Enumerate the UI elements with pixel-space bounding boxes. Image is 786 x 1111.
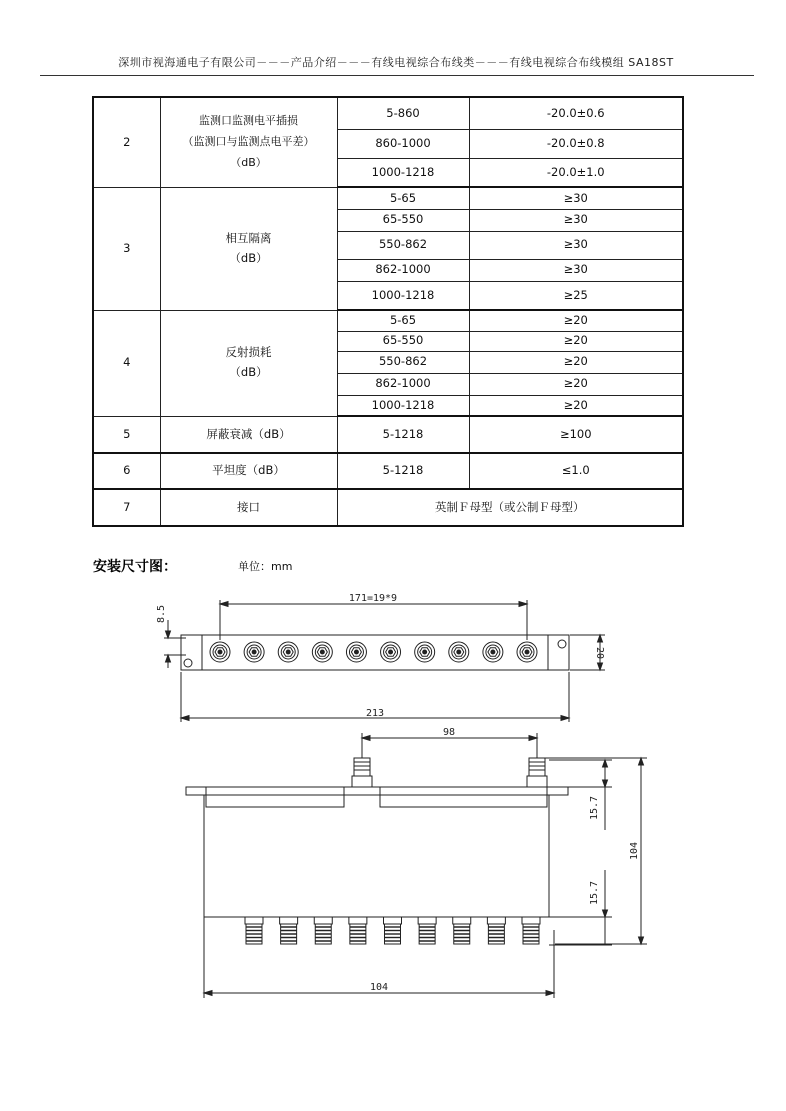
value-cell: ≥100 — [469, 416, 683, 453]
frequency-cell: 5-860 — [337, 97, 469, 129]
front-top-connector — [352, 758, 372, 787]
front-view — [186, 733, 647, 998]
bottom-connector-icon — [453, 917, 471, 944]
frequency-cell: 550-862 — [337, 351, 469, 373]
f-connector-icon — [449, 642, 469, 662]
item-line: （dB） — [229, 365, 268, 379]
bottom-connectors — [245, 917, 540, 944]
frequency-cell: 5-65 — [337, 310, 469, 331]
top-view-body — [181, 635, 569, 670]
f-connector-icon — [483, 642, 503, 662]
item-line: 反射损耗 — [225, 345, 272, 360]
item-line: 相互隔离 — [225, 230, 272, 245]
f-connector-icon — [381, 642, 401, 662]
top-connectors — [210, 642, 537, 662]
f-connector-icon — [415, 642, 435, 662]
item-line: 监测口监测电平插损 — [199, 113, 298, 127]
bottom-connector-icon — [384, 917, 402, 944]
frequency-cell: 5-1218 — [337, 416, 469, 453]
frequency-cell: 1000-1218 — [337, 395, 469, 416]
unit-label: 单位：mm — [238, 560, 293, 573]
item-name: 接口 — [160, 489, 337, 526]
value-cell: ≥30 — [469, 187, 683, 209]
frequency-cell: 550-862 — [337, 231, 469, 259]
value-cell: ≥20 — [469, 351, 683, 373]
row-number: 6 — [93, 453, 160, 489]
row-number: 5 — [93, 416, 160, 453]
interface-cell: 英制Ｆ母型（或公制Ｆ母型） — [337, 489, 683, 526]
f-connector-icon — [517, 642, 537, 662]
item-name: 屏蔽衰减（dB） — [160, 416, 337, 453]
f-connector-icon — [312, 642, 332, 662]
bottom-connector-icon — [418, 917, 436, 944]
page-header: 深圳市视海通电子有限公司－－－产品介绍－－－有线电视综合布线类－－－有线电视综合布线模组 SA18ST — [118, 56, 674, 69]
bottom-connector-icon — [245, 917, 263, 944]
install-title: 安装尺寸图： — [93, 559, 177, 575]
bottom-connector-icon — [280, 917, 298, 944]
frequency-cell: 1000-1218 — [337, 158, 469, 187]
value-cell: ≥25 — [469, 281, 683, 310]
top-view — [164, 600, 605, 722]
height-dimension: 20 — [594, 646, 605, 660]
front-height-dimension: 104 — [629, 841, 640, 861]
mounting-hole-icon — [184, 659, 192, 667]
frequency-cell: 862-1000 — [337, 373, 469, 395]
frequency-cell: 65-550 — [337, 209, 469, 231]
item-name: 平坦度（dB） — [160, 453, 337, 489]
row-number: 7 — [93, 489, 160, 526]
value-cell: ≥20 — [469, 395, 683, 416]
f-connector-icon — [244, 642, 264, 662]
frequency-cell: 65-550 — [337, 331, 469, 351]
front-flange — [186, 787, 568, 795]
front-top-connector — [527, 758, 547, 787]
side-dimension: 8.5 — [156, 604, 167, 624]
value-cell: ≥30 — [469, 209, 683, 231]
item-line: （dB） — [230, 155, 267, 169]
frequency-cell: 5-65 — [337, 187, 469, 209]
length-dimension: 213 — [365, 708, 385, 719]
item-line: （监测口与监测点电平差） — [182, 134, 315, 148]
item-line: （dB） — [229, 250, 268, 265]
value-cell: ≥20 — [469, 310, 683, 331]
f-connector-icon — [346, 642, 366, 662]
value-cell: -20.0±0.6 — [469, 97, 683, 129]
frequency-cell: 860-1000 — [337, 129, 469, 158]
bottom-connector-icon — [487, 917, 505, 944]
frequency-cell: 862-1000 — [337, 259, 469, 281]
f-connector-icon — [278, 642, 298, 662]
spacing-dimension: 98 — [442, 727, 456, 738]
value-cell: -20.0±1.0 — [469, 158, 683, 187]
top-offset-dimension: 15.7 — [589, 795, 600, 821]
mounting-hole-icon — [558, 640, 566, 648]
frequency-cell: 5-1218 — [337, 453, 469, 489]
bottom-connector-icon — [349, 917, 367, 944]
bottom-offset-dimension: 15.7 — [589, 880, 600, 906]
value-cell: ≥20 — [469, 331, 683, 351]
frequency-cell: 1000-1218 — [337, 281, 469, 310]
f-connector-icon — [210, 642, 230, 662]
value-cell: ≥20 — [469, 373, 683, 395]
value-cell: ≤1.0 — [469, 453, 683, 489]
row-number: 3 — [93, 187, 160, 310]
front-width-dimension: 104 — [369, 982, 389, 993]
value-cell: ≥30 — [469, 231, 683, 259]
bottom-connector-icon — [314, 917, 332, 944]
row-number: 4 — [93, 310, 160, 416]
row-number: 2 — [93, 97, 160, 187]
pitch-dimension: 171=19*9 — [348, 593, 398, 604]
value-cell: -20.0±0.8 — [469, 129, 683, 158]
value-cell: ≥30 — [469, 259, 683, 281]
bottom-connector-icon — [522, 917, 540, 944]
front-body — [204, 795, 549, 917]
